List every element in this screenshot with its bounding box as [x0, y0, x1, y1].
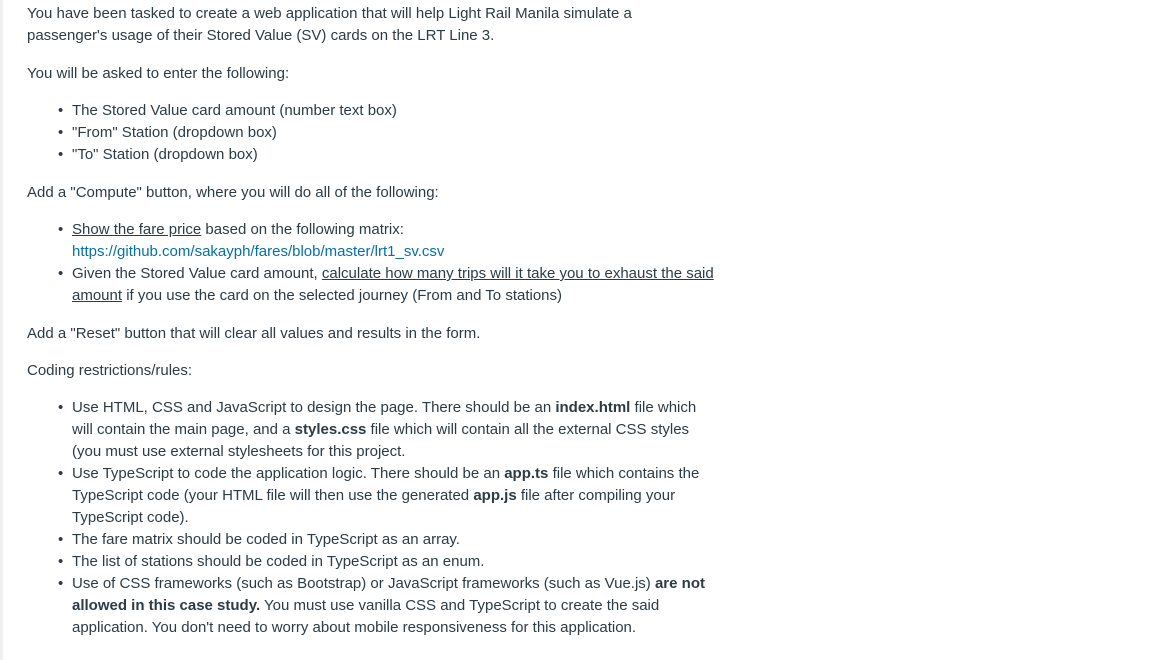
list-item: • "From" Station (dropdown box) — [72, 122, 717, 144]
trips-underline: calculate how many trips will it take you to exhaust the said amount — [72, 265, 714, 304]
compute-list — [27, 219, 717, 307]
left-border — [0, 0, 3, 660]
rule-text: You must use vanilla CSS and TypeScript to create the said application. You don't need to worry about mobile responsiveness for this application. — [72, 597, 660, 636]
compute-heading: Add a "Compute" button, where you will do all of the following: — [27, 184, 439, 201]
list-item — [72, 573, 717, 639]
inputs-list — [27, 100, 717, 166]
rule-text: file which will contain the main page, and a — [72, 399, 697, 438]
list-item — [72, 219, 717, 263]
list-item: • "To" Station (dropdown box) — [72, 144, 717, 166]
rule-text: file which contains the TypeScript code (your HTML file will then use the generated — [72, 465, 700, 504]
intro-line-2: passenger's usage of their Stored Value (SV) cards on the LRT Line 3. — [27, 27, 495, 44]
rule-text: file which will contain all the external CSS styles (you must use external stylesheets for this project. — [72, 421, 690, 460]
fare-price-underline: Show the fare price — [72, 221, 202, 238]
list-item: • The list of stations should be coded in TypeScript as an enum. — [72, 551, 717, 573]
rule-text: file after compiling your TypeScript code). — [72, 487, 676, 526]
rule-text: Use HTML, CSS and JavaScript to design the page. There should be an — [72, 399, 556, 416]
enter-heading: You will be asked to enter the following: — [27, 65, 290, 82]
rules-heading: Coding restrictions/rules: — [27, 362, 193, 379]
index-html-filename: index.html — [555, 399, 631, 416]
list-item — [72, 463, 717, 529]
reset-paragraph: Add a "Reset" button that will clear all values and results in the form. — [27, 325, 481, 342]
rule-text: Use TypeScript to code the application logic. There should be an — [72, 465, 505, 482]
assignment-content — [27, 3, 717, 655]
rules-list — [27, 397, 717, 639]
list-item — [72, 397, 717, 463]
list-item — [72, 263, 717, 307]
styles-css-filename: styles.css — [294, 421, 367, 438]
rule-text: Use of CSS frameworks (such as Bootstrap) or JavaScript frameworks (such as Vue.js) — [72, 575, 655, 592]
not-allowed-emphasis: are not allowed in this case study. — [72, 575, 705, 614]
list-item: • The fare matrix should be coded in TypeScript as an array. — [72, 529, 717, 551]
intro-paragraph — [27, 3, 717, 47]
fare-matrix-link[interactable]: https://github.com/sakayph/fares/blob/master/lrt1_sv.csv — [72, 243, 445, 260]
fare-price-text: based on the following matrix: — [201, 221, 404, 238]
trips-text: if you use the card on the selected journey (From and To stations) — [122, 287, 563, 304]
app-ts-filename: app.ts — [504, 465, 549, 482]
app-js-filename: app.js — [473, 487, 517, 504]
list-item: • The Stored Value card amount (number text box) — [72, 100, 717, 122]
intro-line-1: You have been tasked to create a web application that will help Light Rail Manila simulate a — [27, 5, 632, 22]
trips-prefix: Given the Stored Value card amount, — [72, 265, 322, 282]
